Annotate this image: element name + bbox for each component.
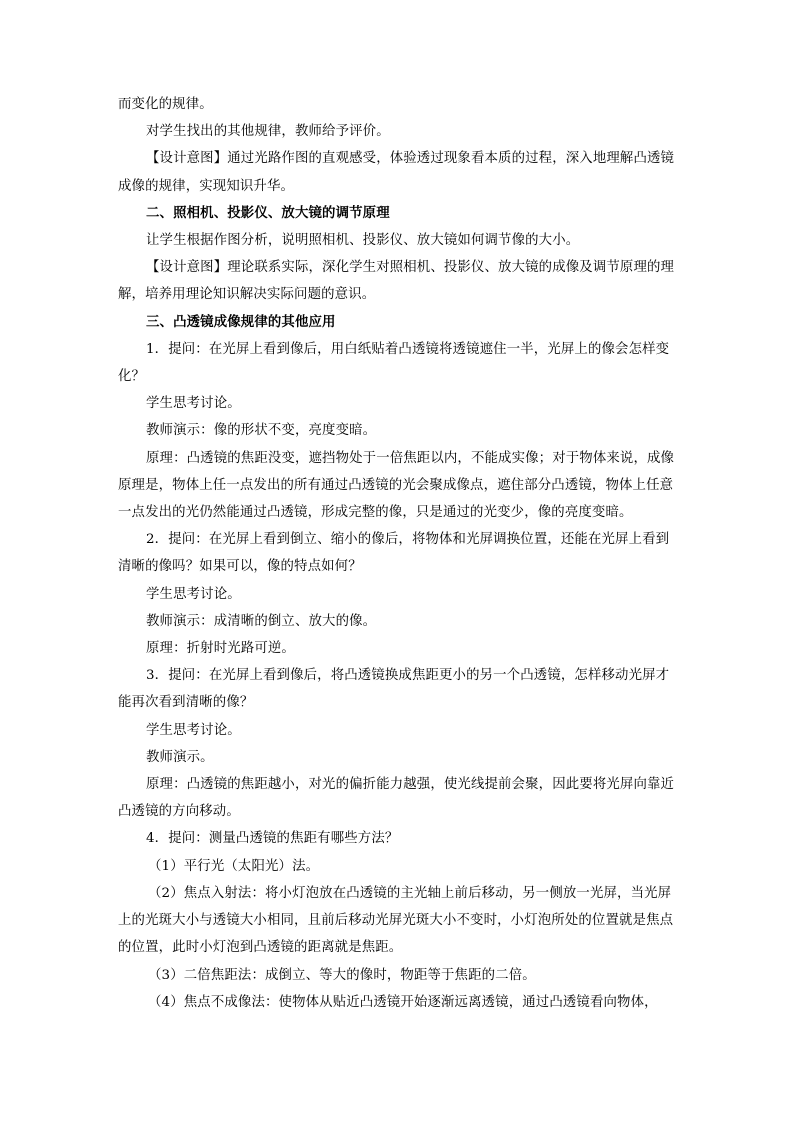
question-2: 2．提问：在光屏上看到倒立、缩小的像后，将物体和光屏调换位置，还能在光屏上看到清晰的像吗？如果可以，像的特点如何？ xyxy=(118,532,670,575)
teacher-demo-2: 教师演示：成清晰的倒立、放大的像。 xyxy=(146,613,377,629)
paragraph-continuation: 而变化的规律。 xyxy=(118,97,213,112)
principle-1: 原理：凸透镜的焦距没变，遮挡物处于一倍焦距以内，不能成实像；对于物体来说，成像原理是，物体上任一点发出的所有通过凸透镜的光会聚成像点，遮住部分凸透镜，物体上任意一点发出的光仍然能通过凸透镜，形成完整的像，只是通过的光变少，像的亮度变暗。 xyxy=(118,450,675,521)
section-heading-3: 三、凸透镜成像规律的其他应用 xyxy=(146,313,336,330)
teacher-demo-3: 教师演示。 xyxy=(146,749,214,765)
method-1: （1）平行光（太阳光）法。 xyxy=(148,858,320,874)
method-4: （4）焦点不成像法：使物体从贴近凸透镜开始逐渐远离透镜，通过凸透镜看向物体， xyxy=(148,994,658,1010)
principle-3: 原理：凸透镜的焦距越小，对光的偏折能力越强，使光线提前会聚，因此要将光屏向靠近凸透镜的方向移动。 xyxy=(118,777,675,820)
question-1: 1．提问：在光屏上看到像后，用白纸贴着凸透镜将透镜遮住一半，光屏上的像会怎样变化？ xyxy=(118,341,670,385)
method-2: （2）焦点入射法：将小灯泡放在凸透镜的主光轴上前后移动，另一侧放一光屏，当光屏上的光斑大小与透镜大小相同，且前后移动光屏光斑大小不变时，小灯泡所处的位置就是焦点的位置，此时小灯泡到凸透镜的距离就是焦距。 xyxy=(118,885,674,956)
paragraph-adjustment-analysis: 让学生根据作图分析，说明照相机、投影仪、放大镜如何调节像的大小。 xyxy=(146,233,580,249)
paragraph-teacher-evaluation: 对学生找出的其他规律，教师给予评价。 xyxy=(146,124,390,140)
teacher-demo-1: 教师演示：像的形状不变，亮度变暗。 xyxy=(146,423,377,439)
document-body xyxy=(118,91,678,1016)
paragraph-design-intent-2: 【设计意图】理论联系实际，深化学生对照相机、投影仪、放大镜的成像及调节原理的理解，培养用理论知识解决实际问题的意识。 xyxy=(118,260,675,303)
principle-2: 原理：折射时光路可逆。 xyxy=(146,641,295,657)
student-discussion-3: 学生思考讨论。 xyxy=(146,722,241,738)
student-discussion-1: 学生思考讨论。 xyxy=(146,396,241,412)
question-4: 4．提问：测量凸透镜的焦距有哪些方法？ xyxy=(146,831,399,847)
question-3: 3．提问：在光屏上看到像后，将凸透镜换成焦距更小的另一个凸透镜，怎样移动光屏才能再次看到清晰的像？ xyxy=(118,668,670,711)
student-discussion-2: 学生思考讨论。 xyxy=(146,586,241,602)
method-3: （3）二倍焦距法：成倒立、等大的像时，物距等于焦距的二倍。 xyxy=(148,967,536,983)
section-heading-2: 二、照相机、投影仪、放大镜的调节原理 xyxy=(146,204,390,221)
paragraph-design-intent-1: 【设计意图】通过光路作图的直观感受，体验透过现象看本质的过程，深入地理解凸透镜成像的规律，实现知识升华。 xyxy=(118,151,675,194)
